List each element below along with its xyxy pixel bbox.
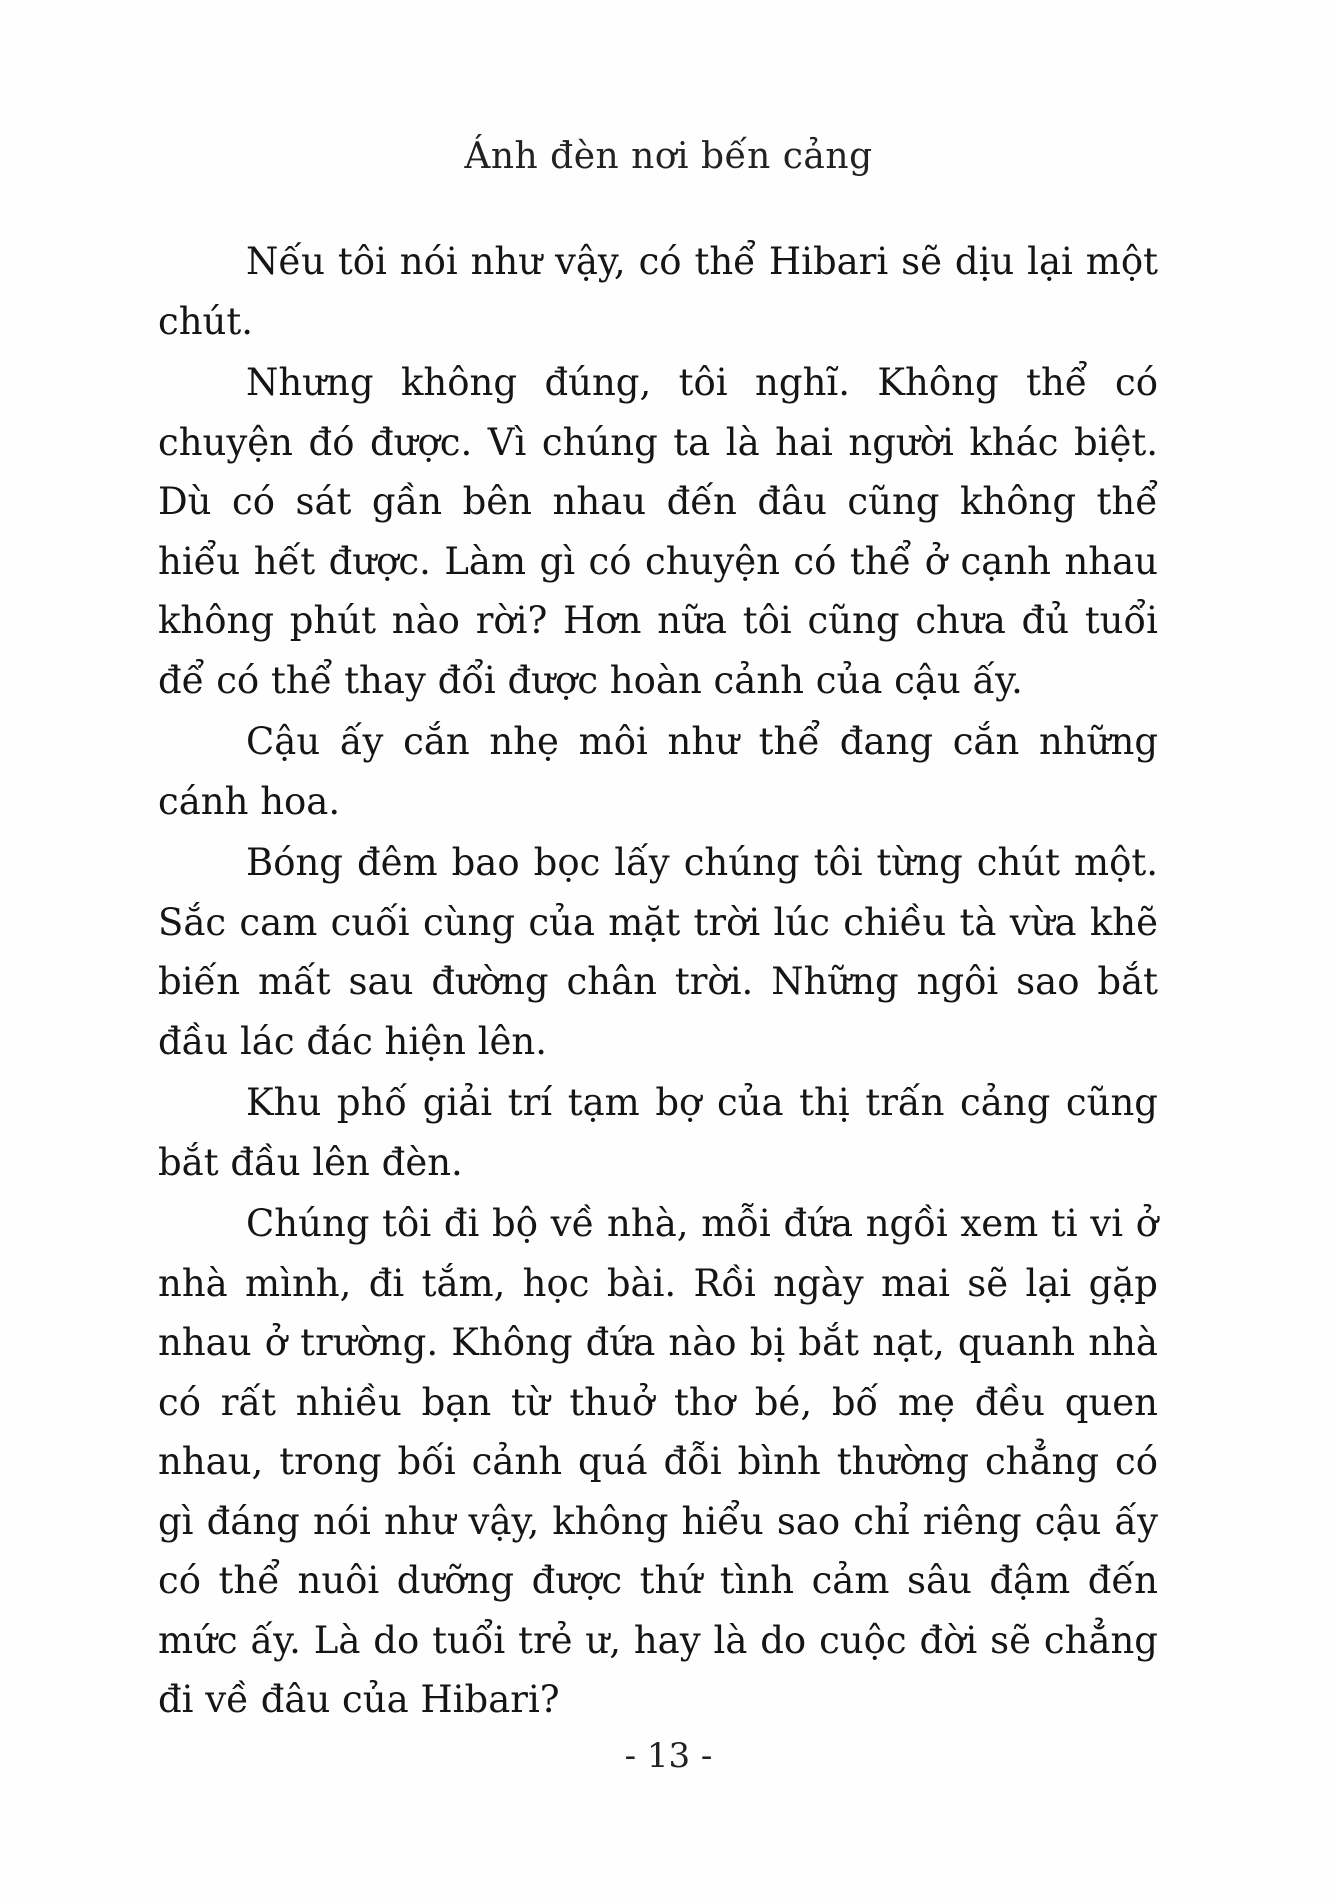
running-header: Ánh đèn nơi bến cảng (464, 136, 873, 177)
body-text (158, 232, 1158, 1730)
paragraph-3: Cậu ấy cắn nhẹ môi như thể đang cắn những cánh hoa. (158, 720, 1158, 823)
paragraph-2: Nhưng không đúng, tôi nghĩ. Không thể có chuyện đó được. Vì chúng ta là hai người khác biệt. Dù có sát gần bên nhau đến đâu cũng không thể hiểu hết được. Làm gì có chuyện có thể ở cạnh nhau không phút nào rời? Hơn nữa tôi cũng chưa đủ tuổi để có thể thay đổi được hoàn cảnh của cậu ấy. (158, 361, 1158, 702)
page-number: - 13 - (624, 1736, 713, 1776)
paragraph-6: Chúng tôi đi bộ về nhà, mỗi đứa ngồi xem ti vi ở nhà mình, đi tắm, học bài. Rồi ngày mai sẽ lại gặp nhau ở trường. Không đứa nào bị bắt nạt, quanh nhà có rất nhiều bạn từ thuở thơ bé, bố mẹ đều quen nhau, trong bối cảnh quá đỗi bình thường chẳng có gì đáng nói như vậy, không hiểu sao chỉ riêng cậu ấy có thể nuôi dưỡng được thứ tình cảm sâu đậm đến mức ấy. Là do tuổi trẻ ư, hay là do cuộc đời sẽ chẳng đi về đâu của Hibari? (158, 1202, 1158, 1721)
paragraph-4: Bóng đêm bao bọc lấy chúng tôi từng chút một. Sắc cam cuối cùng của mặt trời lúc chiều tà vừa khẽ biến mất sau đường chân trời. Những ngôi sao bắt đầu lác đác hiện lên. (158, 841, 1158, 1063)
paragraph-5: Khu phố giải trí tạm bợ của thị trấn cảng cũng bắt đầu lên đèn. (158, 1081, 1158, 1184)
paragraph-1: Nếu tôi nói như vậy, có thể Hibari sẽ dịu lại một chút. (158, 240, 1158, 343)
